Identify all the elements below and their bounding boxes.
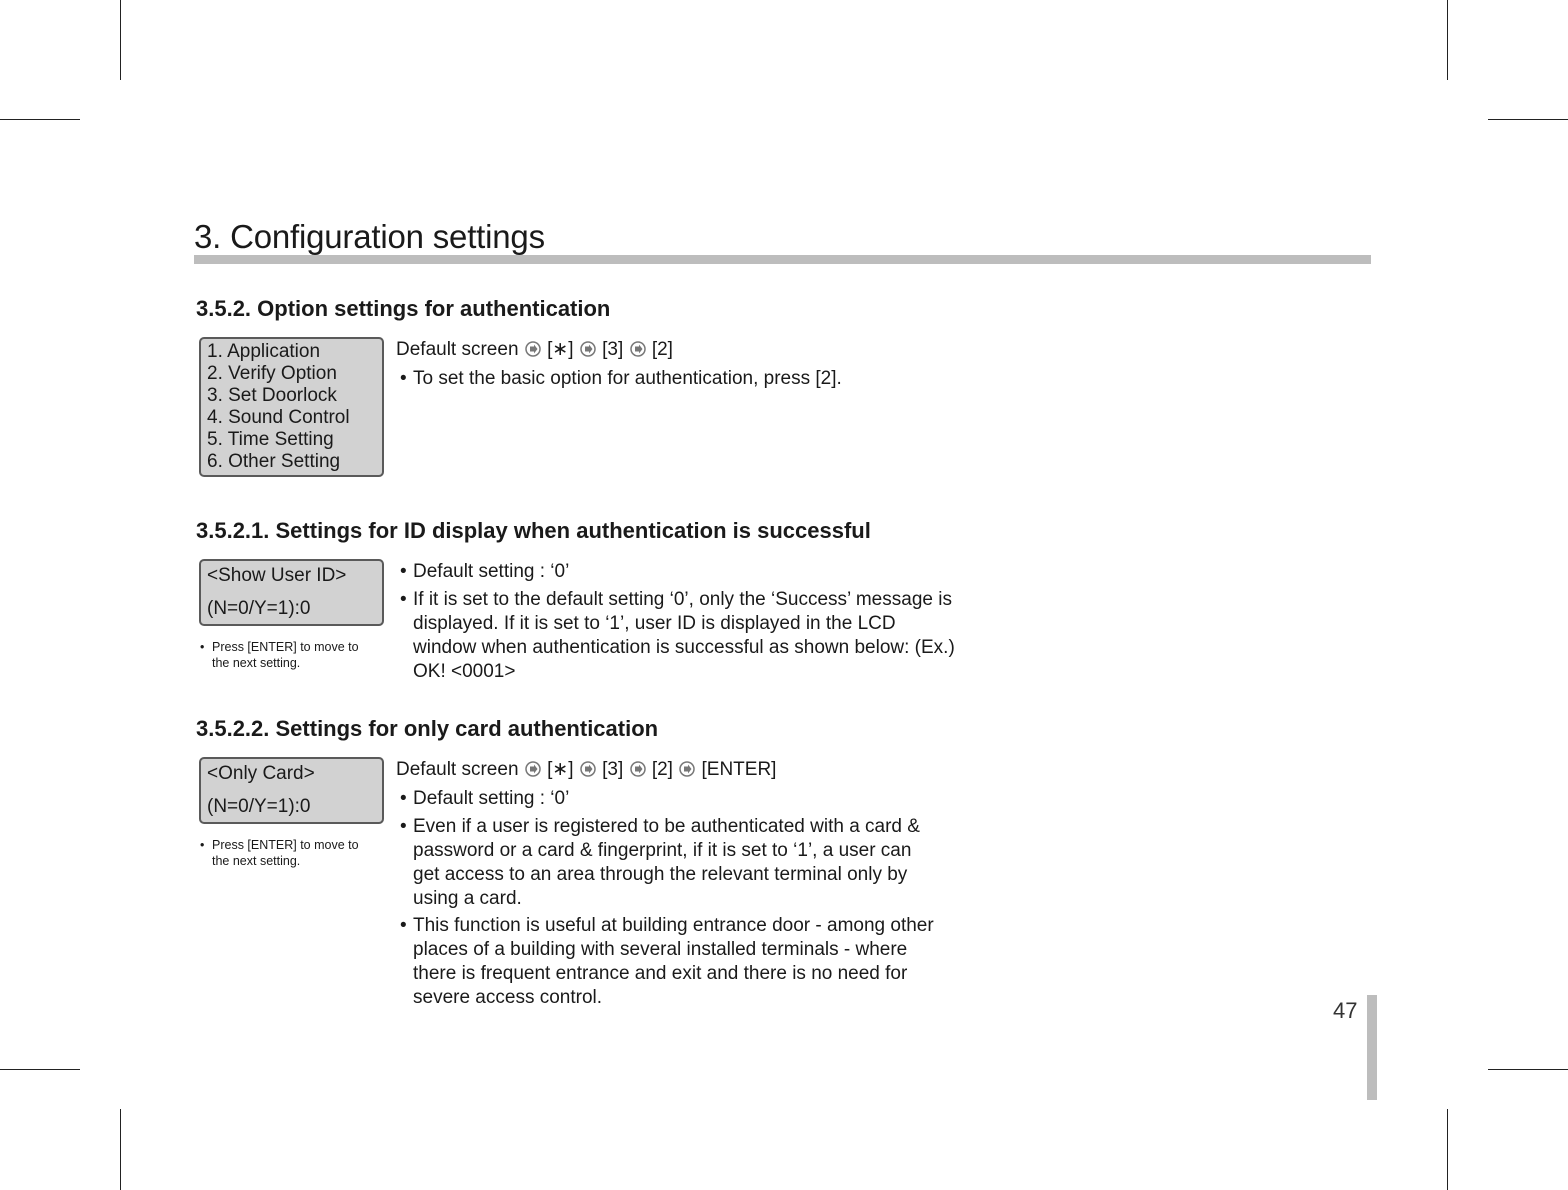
key-path-prefix: Default screen <box>396 339 519 360</box>
lcd-menu-line: 4. Sound Control <box>207 407 350 428</box>
section-heading-only-card: 3.5.2.2. Settings for only card authentication <box>196 716 659 741</box>
arrow-circle-icon <box>525 761 541 777</box>
bullet-marker: • <box>400 788 407 809</box>
key-path-key: [∗] <box>547 759 574 780</box>
chapter-rule <box>194 255 1371 264</box>
bullet-item <box>400 588 960 684</box>
lcd-menu-line: 3. Set Doorlock <box>207 385 337 406</box>
lcd-menu-line: 5. Time Setting <box>207 429 334 450</box>
bullet-text: Default setting : ‘0’ <box>413 788 570 809</box>
bullet-item <box>400 560 960 584</box>
arrow-circle-icon <box>525 341 541 357</box>
page-tab <box>1367 995 1377 1100</box>
section-heading-id-display: 3.5.2.1. Settings for ID display when authentication is successful <box>196 518 871 543</box>
lcd-menu-line: 6. Other Setting <box>207 451 341 472</box>
section-heading-option-settings: 3.5.2. Option settings for authentication <box>196 296 611 321</box>
bullet-marker: • <box>400 589 407 610</box>
page-number: 47 <box>1333 998 1358 1023</box>
enter-note-text: Press [ENTER] to move to the next setting. <box>212 838 359 868</box>
crop-mark-bottom-right-horizontal <box>1488 1069 1568 1070</box>
crop-mark-top-left-horizontal <box>0 119 80 120</box>
arrow-circle-icon <box>580 341 596 357</box>
bullet-marker: • <box>400 915 407 936</box>
bullet-item <box>400 815 930 911</box>
arrow-circle-icon <box>630 341 646 357</box>
arrow-circle-icon <box>630 761 646 777</box>
key-path <box>396 338 673 361</box>
lcd-menu-line: 1. Application <box>207 341 321 362</box>
bullet-item <box>400 367 860 391</box>
lcd-show-user-id-screen <box>199 559 384 626</box>
bullet-text: Even if a user is registered to be authenticated with a card & password or a card & fingerprint, if it is set to ‘1’, a user can get access to an area through the relevant terminal only by using a card. <box>413 816 920 909</box>
crop-mark-top-right-horizontal <box>1488 119 1568 120</box>
key-path-prefix: Default screen <box>396 759 519 780</box>
key-path-key: [3] <box>602 759 624 780</box>
lcd-line: <Show User ID> <box>207 565 347 586</box>
key-path-key: [2] <box>651 339 673 360</box>
enter-note-text: Press [ENTER] to move to the next setting. <box>212 640 359 670</box>
arrow-circle-icon <box>679 761 695 777</box>
lcd-menu-line: 2. Verify Option <box>207 363 337 384</box>
bullet-item <box>400 914 945 1010</box>
chapter-title: 3. Configuration settings <box>194 218 545 255</box>
bullet-text: Default setting : ‘0’ <box>413 561 570 582</box>
key-path <box>396 758 776 781</box>
bullet-item <box>400 787 930 811</box>
bullet-marker: • <box>400 816 407 837</box>
lcd-menu-screen <box>199 337 384 477</box>
crop-mark-top-left-vertical <box>120 0 121 80</box>
arrow-circle-icon <box>580 761 596 777</box>
bullet-marker: • <box>200 640 205 654</box>
key-path-key: [ENTER] <box>701 759 777 780</box>
lcd-only-card-screen <box>199 757 384 824</box>
key-path-key: [3] <box>602 339 624 360</box>
crop-mark-top-right-vertical <box>1447 0 1448 80</box>
bullet-text: If it is set to the default setting ‘0’, only the ‘Success’ message is displayed. If it is set to ‘1’, user ID is displayed in the LCD window when authentication is successful as shown below: (Ex.) OK! <0001> <box>413 589 955 682</box>
crop-mark-bottom-left-vertical <box>120 1109 121 1190</box>
bullet-marker: • <box>400 368 407 389</box>
key-path-key: [2] <box>651 759 673 780</box>
bullet-marker: • <box>200 838 205 852</box>
enter-note <box>200 639 375 671</box>
crop-mark-bottom-left-horizontal <box>0 1069 80 1070</box>
lcd-line: (N=0/Y=1):0 <box>207 796 311 817</box>
crop-mark-bottom-right-vertical <box>1447 1109 1448 1190</box>
key-path-key: [∗] <box>547 339 574 360</box>
lcd-line: (N=0/Y=1):0 <box>207 598 311 619</box>
bullet-text: To set the basic option for authentication, press [2]. <box>413 368 842 389</box>
lcd-line: <Only Card> <box>207 763 315 784</box>
bullet-text: This function is useful at building entrance door - among other places of a building with several installed terminals - where there is frequent entrance and exit and there is no need for severe access control. <box>413 915 934 1008</box>
enter-note <box>200 837 375 869</box>
bullet-marker: • <box>400 561 407 582</box>
